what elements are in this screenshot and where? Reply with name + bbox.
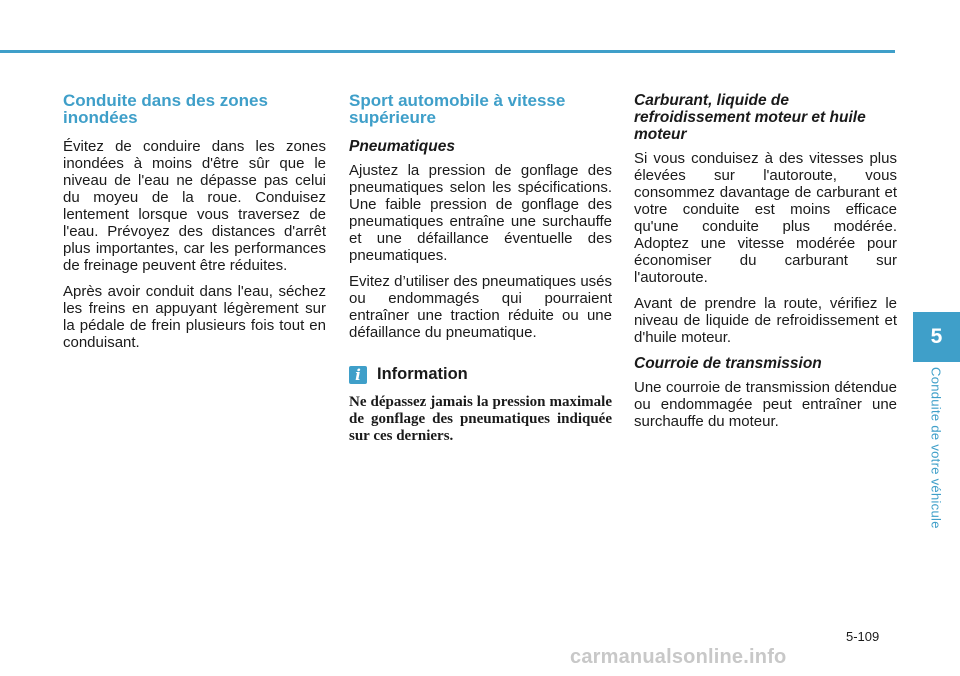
paragraph: Si vous conduisez à des vitesses plus élevées sur l'autoroute, vous consommez davantage de carburant et votre conduite est moins efficace qu'une conduite plus modérée. Adoptez une vitesse modérée pour économiser du carburant sur l'autoroute. [634,150,897,286]
information-body: Ne dépassez jamais la pression maximale de gonflage des pneumatiques indiquée sur ces derniers. [349,394,612,444]
section-heading-flooded-areas: Conduite dans des zones inondées [63,91,268,127]
paragraph: Une courroie de transmission détendue ou endommagée peut entraîner une surchauffe du moteur. [634,379,897,430]
column-2 [349,92,612,445]
information-header [349,365,612,384]
watermark: carmanualsonline.info [570,646,787,668]
chapter-title: Conduite de votre véhicule [928,367,944,529]
top-rule [0,50,895,53]
information-title: Information [377,365,468,383]
column-1 [63,92,326,360]
paragraph: Avant de prendre la route, vérifiez le niveau de liquide de refroidissement et d'huile moteur. [634,295,897,346]
column-3 [634,92,897,439]
paragraph: Après avoir conduit dans l'eau, séchez les freins en appuyant légèrement sur la pédale de frein plusieurs fois tout en conduisant. [63,283,326,351]
subheading-tires: Pneumatiques [349,138,455,155]
paragraph: Evitez d’utiliser des pneumatiques usés ou endommagés qui pourraient entraîner une traction réduite ou une défaillance du pneumatique. [349,273,612,341]
paragraph: Ajustez la pression de gonflage des pneumatiques selon les spécifications. Une faible pression de gonflage des pneumatiques entraîne une surchauffe et une défaillance éventuelle des pneumatiques. [349,162,612,264]
chapter-number: 5 [930,325,943,348]
page-number: 5-109 [846,629,880,644]
chapter-title-vertical [924,367,948,547]
section-heading-high-speed: Sport automobile à vitesse supérieure [349,91,566,127]
subheading-fuel-coolant-oil: Carburant, liquide de refroidissement moteur et huile moteur [634,92,866,143]
information-icon: i [349,366,367,384]
paragraph: Évitez de conduire dans les zones inondées à moins d'être sûr que le niveau de l'eau ne dépasse pas celui du moyeu de la roue. Conduisez lentement lorsque vous traversez de l'eau. Prévoyez des distances d'arrêt plus importantes, car les performances de freinage peuvent être réduites. [63,138,326,274]
chapter-tab [913,312,960,362]
subheading-drive-belt: Courroie de transmission [634,355,822,372]
